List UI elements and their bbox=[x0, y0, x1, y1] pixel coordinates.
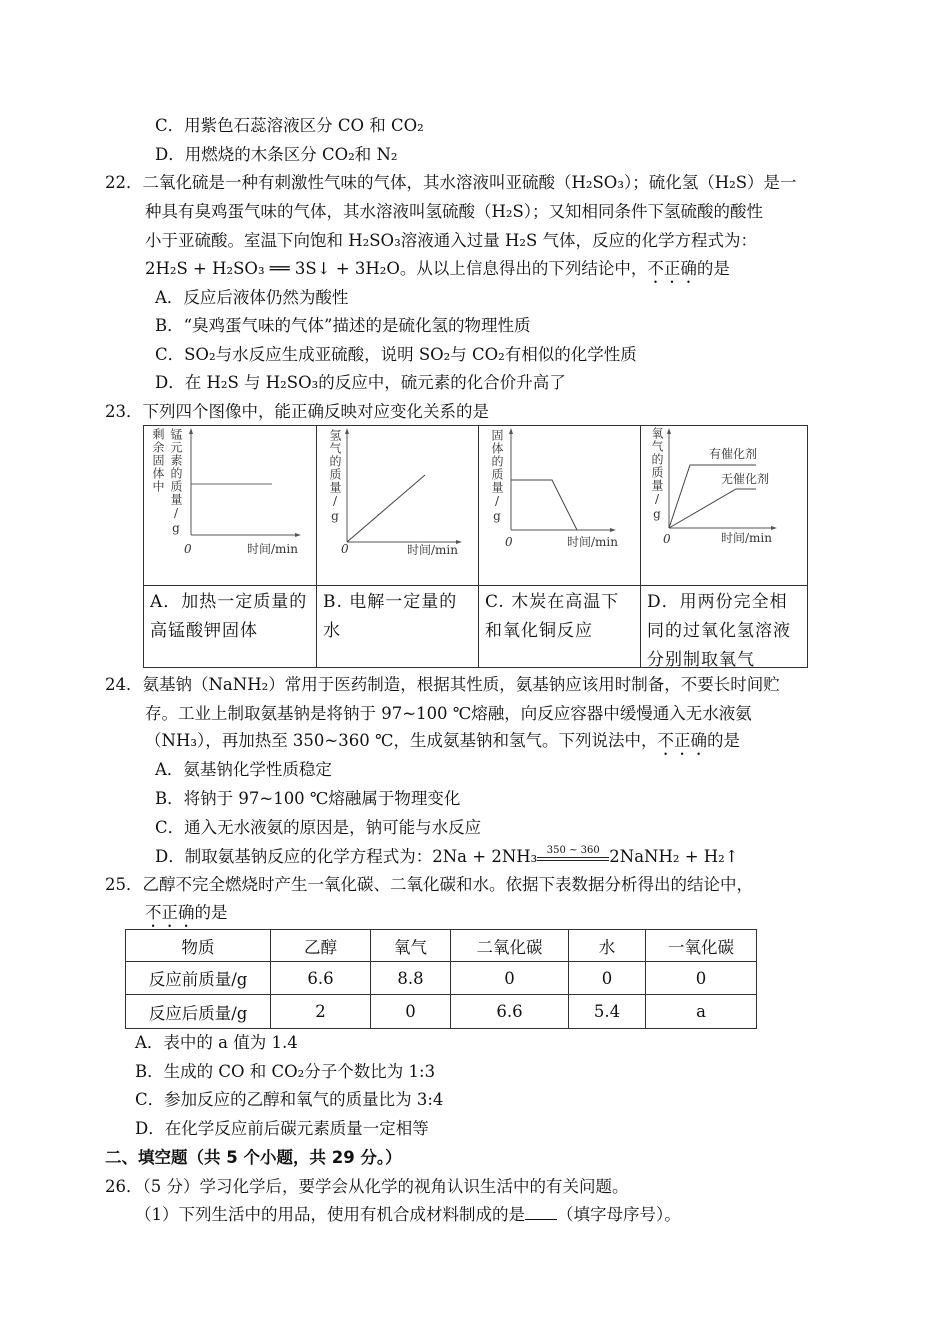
q23-graph-table bbox=[143, 425, 808, 668]
q22-stem-line: 小于亚硫酸。室温下向饱和 H₂SO₃溶液通入过量 H₂S 气体，反应的化学方程式为： bbox=[145, 231, 757, 250]
q25-stem-line: 25．乙醇不完全燃烧时产生一氧化碳、二氧化碳和水。依据下表数据分析得出的结论中， bbox=[105, 875, 753, 894]
q25-data-table bbox=[125, 929, 757, 1029]
series-label: 有催化剂 bbox=[709, 447, 758, 461]
table-cell: 6.6 bbox=[271, 962, 371, 995]
graph-xlabel: 时间/min bbox=[721, 531, 772, 545]
graph-d-ylabel: 氧气的质量/g bbox=[650, 427, 664, 522]
q24-stem-end: 的是 bbox=[706, 731, 740, 750]
q24-stem-line: 存。工业上制取氨基钠是将钠于 97~100 ℃熔融，向反应容器中缓慢通入无水液氨 bbox=[145, 704, 752, 723]
q24-stem-text: （NH₃），再加热至 350~360 ℃，生成氨基钠和氢气。下列说法中， bbox=[145, 731, 658, 750]
graph-c-caption: C. 木炭在高温下和氧化铜反应 bbox=[485, 592, 620, 641]
q22-option-a: A．反应后液体仍然为酸性 bbox=[155, 288, 349, 307]
q26-sub1-text: （1）下列生活中的用品，使用有机合成材料制成的是 bbox=[135, 1205, 525, 1224]
table-cell: 5.4 bbox=[569, 995, 646, 1029]
graph-c-ylabel: 固体的质量/g bbox=[490, 429, 504, 524]
table-header: 乙醇 bbox=[271, 930, 371, 962]
graph-b-line bbox=[347, 475, 425, 542]
graph-a-ylabel-col2: 锰元素的质量/g bbox=[169, 428, 183, 536]
table-cell: 2 bbox=[271, 995, 371, 1029]
table-cell: 0 bbox=[569, 962, 646, 995]
graph-b-ylabel: 氢气的质量/g bbox=[328, 429, 342, 524]
table-header: 一氧化碳 bbox=[646, 930, 757, 962]
graph-c-line bbox=[511, 480, 577, 530]
q25-option-d: D．在化学反应前后碳元素质量一定相等 bbox=[135, 1119, 429, 1138]
emphasis-text: 不正确 bbox=[657, 731, 707, 750]
table-cell: 8.8 bbox=[371, 962, 451, 995]
graph-b-caption: B. 电解一定量的水 bbox=[323, 592, 458, 641]
reaction-condition bbox=[537, 846, 609, 861]
q24-option-a: A．氨基钠化学性质稳定 bbox=[155, 760, 332, 779]
table-row bbox=[126, 995, 757, 1029]
emphasis-text: 不正确 bbox=[647, 259, 697, 278]
q25-stem-line bbox=[145, 902, 228, 931]
q26-sub1-hint: （填字母序号）。 bbox=[557, 1205, 681, 1224]
q24-option-b: B．将钠于 97~100 ℃熔融属于物理变化 bbox=[155, 789, 461, 808]
answer-blank[interactable] bbox=[525, 1205, 557, 1220]
q23-stem: 23．下列四个图像中，能正确反映对应变化关系的是 bbox=[105, 402, 489, 421]
q22-option-b: B．“臭鸡蛋气味的气体”描述的是硫化氢的物理性质 bbox=[155, 316, 531, 335]
equation-reactants: D．制取氨基钠反应的化学方程式为：2Na + 2NH₃ bbox=[155, 847, 538, 866]
graph-a-ylabel-col1: 剩余固体中 bbox=[151, 428, 165, 493]
q21-option-d: D．用燃烧的木条区分 CO₂和 N₂ bbox=[155, 145, 398, 164]
q26-stem: 26．（5 分）学习化学后，要学会从化学的视角认识生活中的有关问题。 bbox=[105, 1177, 629, 1196]
graph-d-line-no-catalyst bbox=[669, 489, 756, 528]
table-cell: 反应前质量/g bbox=[126, 962, 271, 995]
graph-a-caption: A．加热一定质量的高锰酸钾固体 bbox=[150, 592, 308, 641]
graph-origin: 0 bbox=[663, 532, 671, 546]
q26-sub1 bbox=[135, 1204, 681, 1226]
graph-origin: 0 bbox=[184, 542, 192, 556]
table-header: 氧气 bbox=[371, 930, 451, 962]
q22-stem-line bbox=[145, 258, 730, 287]
section-heading: 二、填空题（共 5 个小题，共 29 分。） bbox=[105, 1148, 402, 1167]
emphasis-text: 不正确 bbox=[145, 903, 195, 922]
graph-origin: 0 bbox=[341, 542, 349, 556]
table-cell: 0 bbox=[451, 962, 569, 995]
graph-xlabel: 时间/min bbox=[567, 535, 618, 549]
q25-option-a: A．表中的 a 值为 1.4 bbox=[135, 1033, 298, 1052]
graph-xlabel: 时间/min bbox=[247, 542, 298, 556]
q25-stem-end: 的是 bbox=[194, 903, 228, 922]
q22-stem-line: 种具有臭鸡蛋气味的气体，其水溶液叫氢硫酸（H₂S）；又知相同条件下氢硫酸的酸性 bbox=[145, 202, 764, 221]
q22-stem-end: 的是 bbox=[696, 259, 730, 278]
table-header: 物质 bbox=[126, 930, 271, 962]
q24-stem-line bbox=[145, 730, 740, 759]
table-header: 二氧化碳 bbox=[451, 930, 569, 962]
q21-option-c: C．用紫色石蕊溶液区分 CO 和 CO₂ bbox=[155, 116, 424, 135]
table-cell: a bbox=[646, 995, 757, 1029]
table-cell: 反应后质量/g bbox=[126, 995, 271, 1029]
equation-products: 2NaNH₂ + H₂↑ bbox=[609, 847, 739, 866]
q22-option-c: C．SO₂与水反应生成亚硫酸，说明 SO₂与 CO₂有相似的化学性质 bbox=[155, 345, 637, 364]
table-cell: 0 bbox=[371, 995, 451, 1029]
graph-d-caption: D．用两份完全相同的过氧化氢溶液分别制取氧气 bbox=[647, 592, 791, 670]
graph-d bbox=[641, 426, 807, 585]
table-row bbox=[126, 962, 757, 995]
q22-option-d: D．在 H₂S 与 H₂SO₃的反应中，硫元素的化合价升高了 bbox=[155, 373, 566, 392]
table-header: 水 bbox=[569, 930, 646, 962]
q22-stem-line: 22．二氧化硫是一种有刺激性气味的气体，其水溶液叫亚硫酸（H₂SO₃）；硫化氢（H₂S）是一 bbox=[105, 173, 797, 192]
q25-option-b: B．生成的 CO 和 CO₂分子个数比为 1:3 bbox=[135, 1062, 436, 1081]
table-row bbox=[126, 930, 757, 962]
series-label: 无催化剂 bbox=[721, 472, 770, 486]
q24-option-c: C．通入无水液氨的原因是，钠可能与水反应 bbox=[155, 818, 482, 837]
table-cell: 0 bbox=[646, 962, 757, 995]
q24-stem-line: 24．氨基钠（NaNH₂）常用于医药制造，根据其性质，氨基钠应该用时制备，不要长时间贮 bbox=[105, 675, 780, 694]
graph-origin: 0 bbox=[505, 535, 513, 549]
condition-text: 350 ~ 360 bbox=[546, 845, 600, 856]
table-cell: 6.6 bbox=[451, 995, 569, 1029]
q22-equation: 2H₂S + H₂SO₃ ══ 3S↓ + 3H₂O。从以上信息得出的下列结论中， bbox=[145, 259, 648, 278]
q24-option-d bbox=[155, 846, 739, 868]
q25-option-c: C．参加反应的乙醇和氧气的质量比为 3:4 bbox=[135, 1090, 444, 1109]
graph-xlabel: 时间/min bbox=[407, 543, 458, 557]
